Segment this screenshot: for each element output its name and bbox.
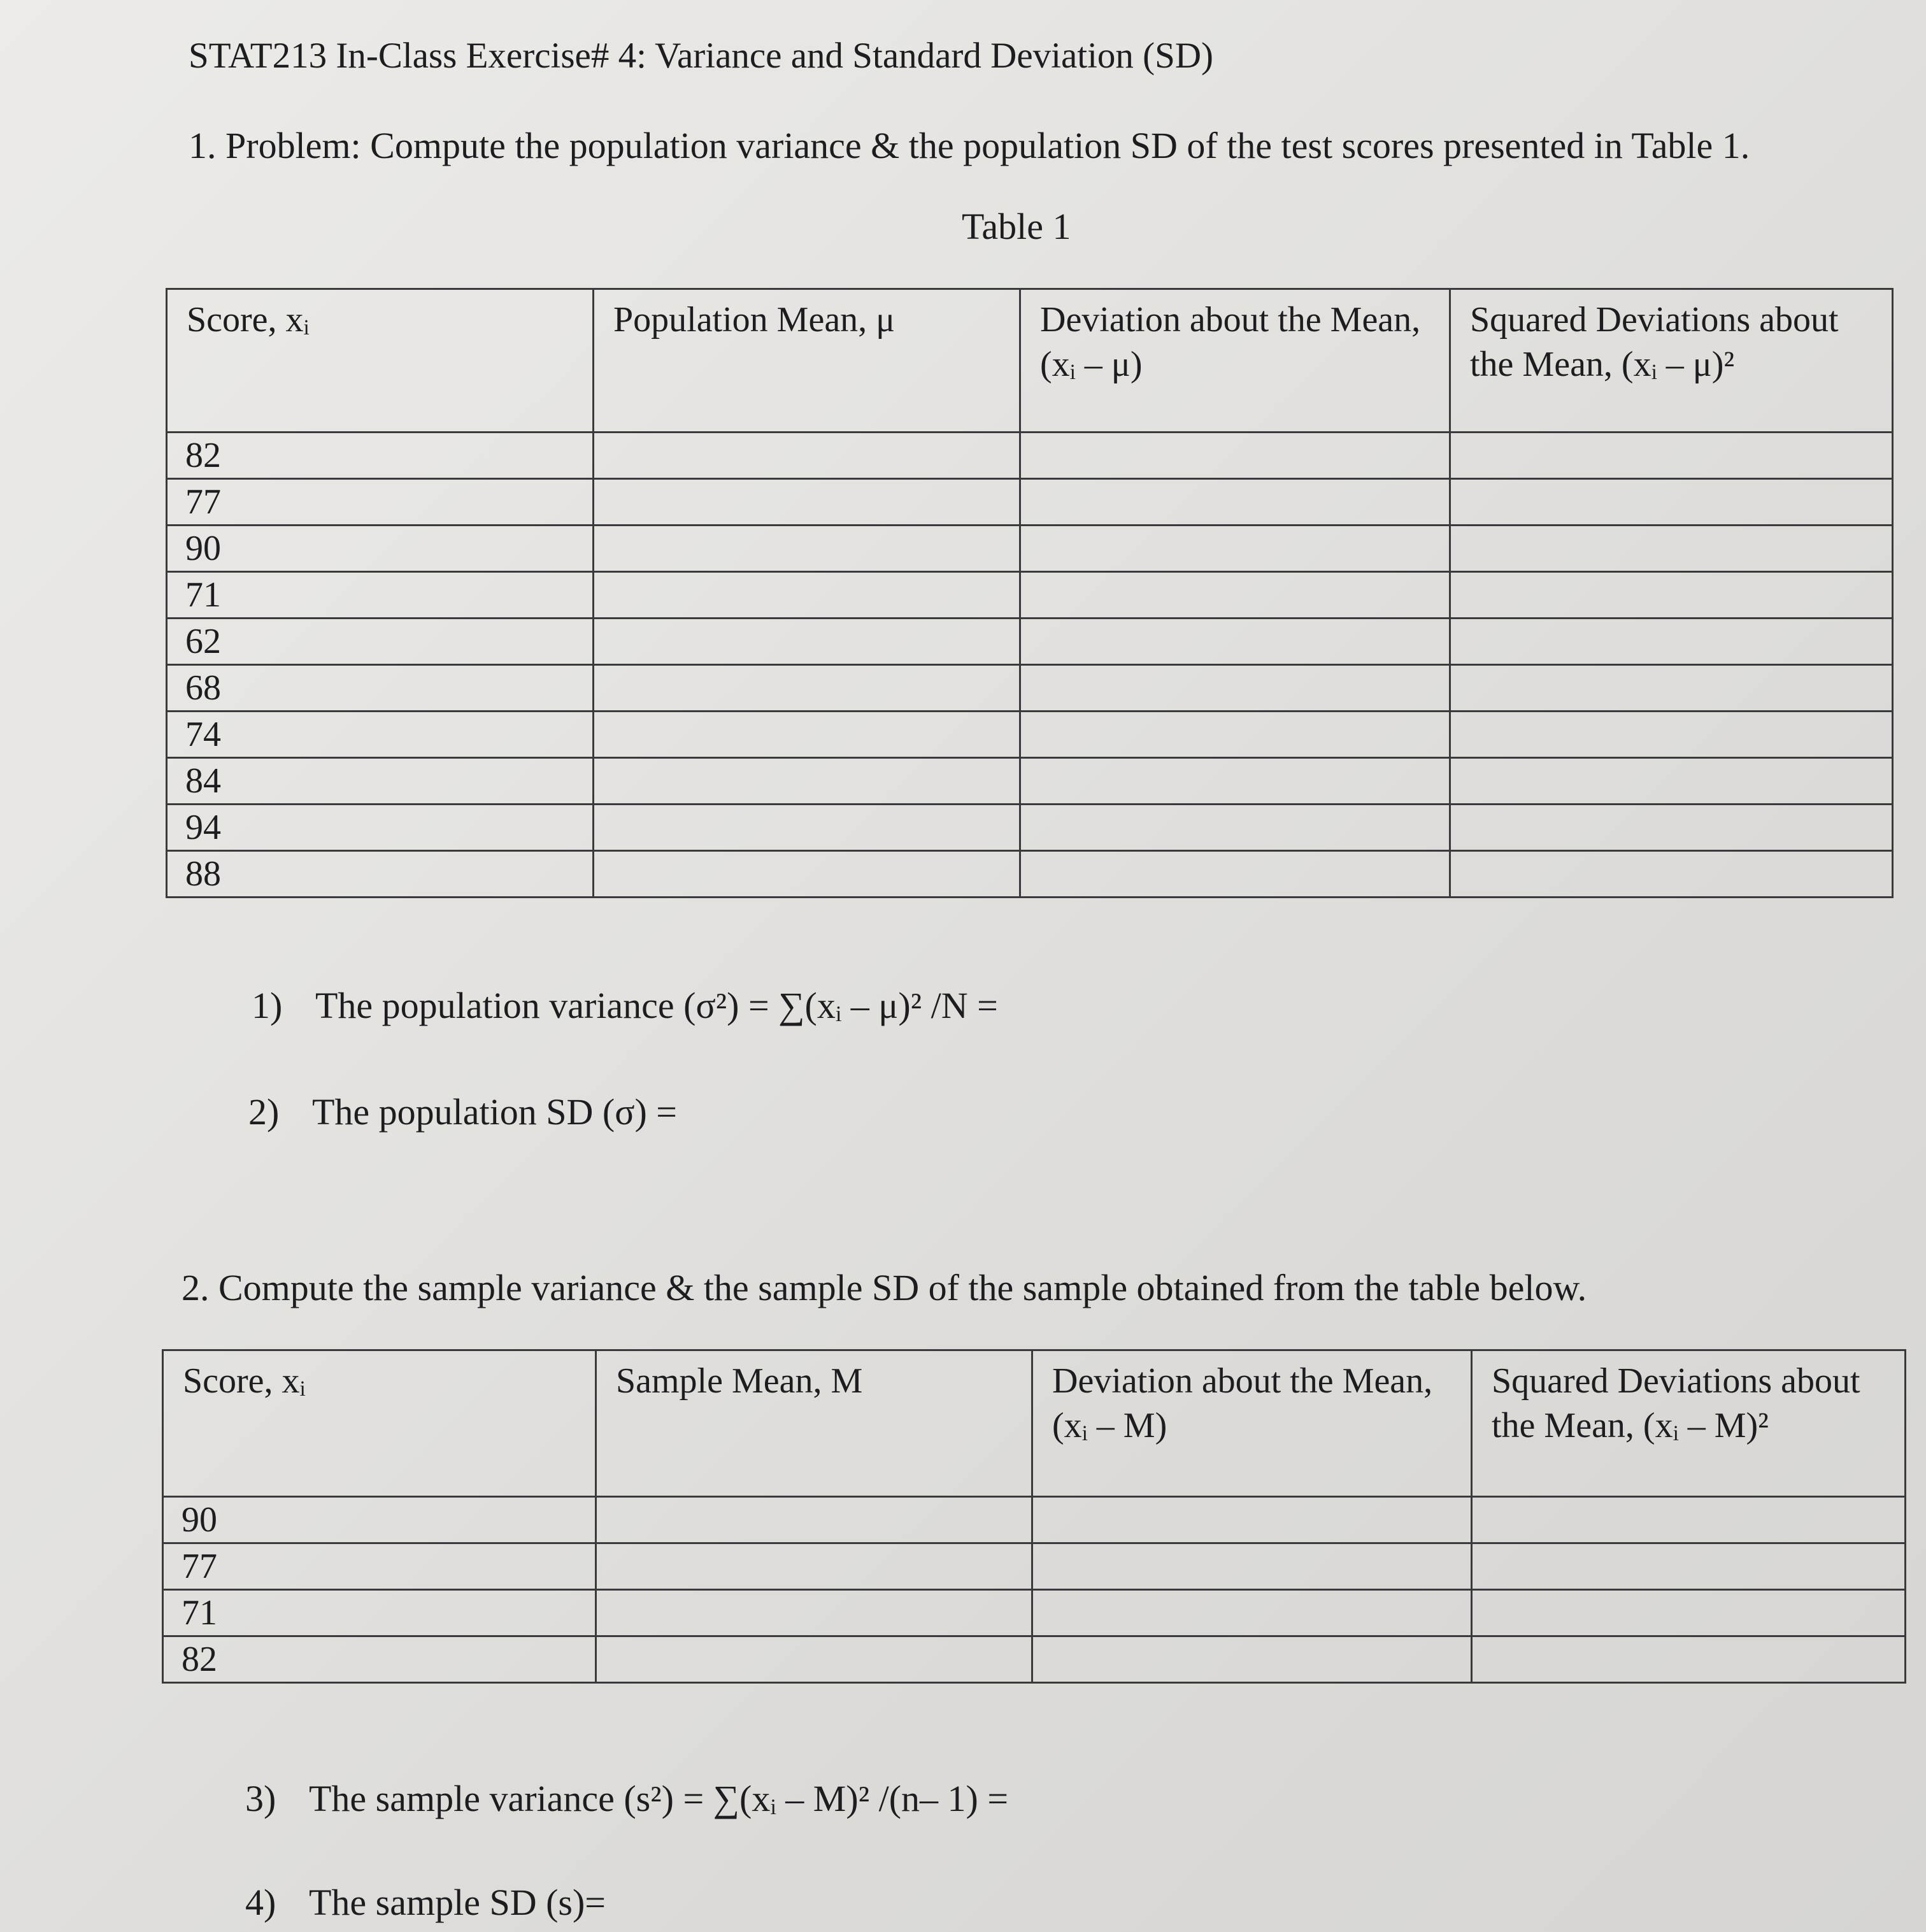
- score-cell: 74: [167, 712, 594, 758]
- table-row: [167, 805, 1893, 851]
- formula-number: 1): [252, 985, 283, 1026]
- deviation-cell[interactable]: [1020, 665, 1450, 712]
- mean-cell[interactable]: [594, 433, 1020, 479]
- mean-cell[interactable]: [594, 758, 1020, 805]
- sample-sd-formula: [245, 1881, 606, 1924]
- score-cell: 90: [167, 526, 594, 572]
- deviation-cell[interactable]: [1032, 1543, 1472, 1590]
- deviation-cell[interactable]: [1020, 712, 1450, 758]
- table-row: [163, 1590, 1906, 1636]
- mean-cell[interactable]: [596, 1543, 1032, 1590]
- score-cell: 94: [167, 805, 594, 851]
- score-cell: 90: [163, 1497, 596, 1543]
- score-cell: 77: [163, 1543, 596, 1590]
- squared-deviation-cell[interactable]: [1472, 1543, 1906, 1590]
- deviation-column-header: Deviation about the Mean, (xᵢ – μ): [1020, 289, 1450, 433]
- score-cell: 82: [167, 433, 594, 479]
- formula-number: 2): [248, 1091, 280, 1133]
- population-mean-column-header: Population Mean, μ: [594, 289, 1020, 433]
- worksheet-title: STAT213 In-Class Exercise# 4: Variance and Standard Deviation (SD): [189, 36, 1213, 76]
- mean-cell[interactable]: [594, 712, 1020, 758]
- deviation-column-header: Deviation about the Mean, (xᵢ – M): [1032, 1350, 1472, 1497]
- deviation-cell[interactable]: [1020, 433, 1450, 479]
- score-cell: 84: [167, 758, 594, 805]
- mean-cell[interactable]: [594, 572, 1020, 619]
- deviation-cell[interactable]: [1032, 1590, 1472, 1636]
- squared-deviation-cell[interactable]: [1472, 1497, 1906, 1543]
- squared-deviation-column-header: Squared Deviations about the Mean, (xᵢ – M)²: [1472, 1350, 1906, 1497]
- squared-deviation-cell[interactable]: [1450, 665, 1893, 712]
- table-row: [163, 1497, 1906, 1543]
- formula-text: The population variance (σ²) = ∑(xᵢ – μ)² /N =: [315, 985, 998, 1026]
- deviation-cell[interactable]: [1032, 1636, 1472, 1683]
- score-cell: 77: [167, 479, 594, 526]
- squared-deviation-cell[interactable]: [1472, 1590, 1906, 1636]
- population-table-header-row: [167, 289, 1893, 433]
- table-row: [167, 712, 1893, 758]
- deviation-cell[interactable]: [1032, 1497, 1472, 1543]
- table-row: [167, 758, 1893, 805]
- score-column-header: Score, xᵢ: [167, 289, 594, 433]
- mean-cell[interactable]: [596, 1497, 1032, 1543]
- table-row: [167, 526, 1893, 572]
- population-variance-formula: [252, 984, 998, 1027]
- score-cell: 71: [167, 572, 594, 619]
- squared-deviation-cell[interactable]: [1450, 619, 1893, 665]
- population-table: [166, 288, 1894, 898]
- score-cell: 62: [167, 619, 594, 665]
- formula-text: The population SD (σ) =: [312, 1091, 678, 1133]
- mean-cell[interactable]: [594, 851, 1020, 898]
- problem-1-statement: 1. Problem: Compute the population variance & the population SD of the test scores presented in Table 1.: [189, 125, 1750, 166]
- squared-deviation-column-header: Squared Deviations about the Mean, (xᵢ – μ)²: [1450, 289, 1893, 433]
- deviation-cell[interactable]: [1020, 851, 1450, 898]
- formula-text: The sample variance (s²) = ∑(xᵢ – M)² /(n– 1) =: [309, 1778, 1009, 1819]
- mean-cell[interactable]: [594, 479, 1020, 526]
- table-row: [163, 1543, 1906, 1590]
- deviation-cell[interactable]: [1020, 526, 1450, 572]
- score-column-header: Score, xᵢ: [163, 1350, 596, 1497]
- squared-deviation-cell[interactable]: [1472, 1636, 1906, 1683]
- table-row: [167, 619, 1893, 665]
- deviation-cell[interactable]: [1020, 805, 1450, 851]
- sample-mean-column-header: Sample Mean, M: [596, 1350, 1032, 1497]
- sample-table: [162, 1349, 1906, 1684]
- table-row: [167, 433, 1893, 479]
- table-row: [163, 1636, 1906, 1683]
- score-cell: 68: [167, 665, 594, 712]
- squared-deviation-cell[interactable]: [1450, 433, 1893, 479]
- squared-deviation-cell[interactable]: [1450, 805, 1893, 851]
- sample-variance-formula: [245, 1777, 1008, 1820]
- squared-deviation-cell[interactable]: [1450, 479, 1893, 526]
- score-cell: 71: [163, 1590, 596, 1636]
- mean-cell[interactable]: [594, 526, 1020, 572]
- score-cell: 82: [163, 1636, 596, 1683]
- population-sd-formula: [248, 1091, 677, 1133]
- table-row: [167, 665, 1893, 712]
- table-row: [167, 851, 1893, 898]
- sample-table-header-row: [163, 1350, 1906, 1497]
- deviation-cell[interactable]: [1020, 619, 1450, 665]
- deviation-cell[interactable]: [1020, 572, 1450, 619]
- table-1-caption: Table 1: [962, 206, 1071, 247]
- squared-deviation-cell[interactable]: [1450, 712, 1893, 758]
- mean-cell[interactable]: [594, 665, 1020, 712]
- deviation-cell[interactable]: [1020, 758, 1450, 805]
- mean-cell[interactable]: [594, 805, 1020, 851]
- formula-number: 4): [245, 1882, 276, 1923]
- squared-deviation-cell[interactable]: [1450, 572, 1893, 619]
- squared-deviation-cell[interactable]: [1450, 851, 1893, 898]
- score-cell: 88: [167, 851, 594, 898]
- table-row: [167, 572, 1893, 619]
- formula-number: 3): [245, 1778, 276, 1819]
- mean-cell[interactable]: [596, 1636, 1032, 1683]
- deviation-cell[interactable]: [1020, 479, 1450, 526]
- problem-2-statement: 2. Compute the sample variance & the sample SD of the sample obtained from the table below.: [182, 1267, 1587, 1308]
- squared-deviation-cell[interactable]: [1450, 758, 1893, 805]
- mean-cell[interactable]: [594, 619, 1020, 665]
- squared-deviation-cell[interactable]: [1450, 526, 1893, 572]
- mean-cell[interactable]: [596, 1590, 1032, 1636]
- formula-text: The sample SD (s)=: [309, 1882, 606, 1923]
- table-row: [167, 479, 1893, 526]
